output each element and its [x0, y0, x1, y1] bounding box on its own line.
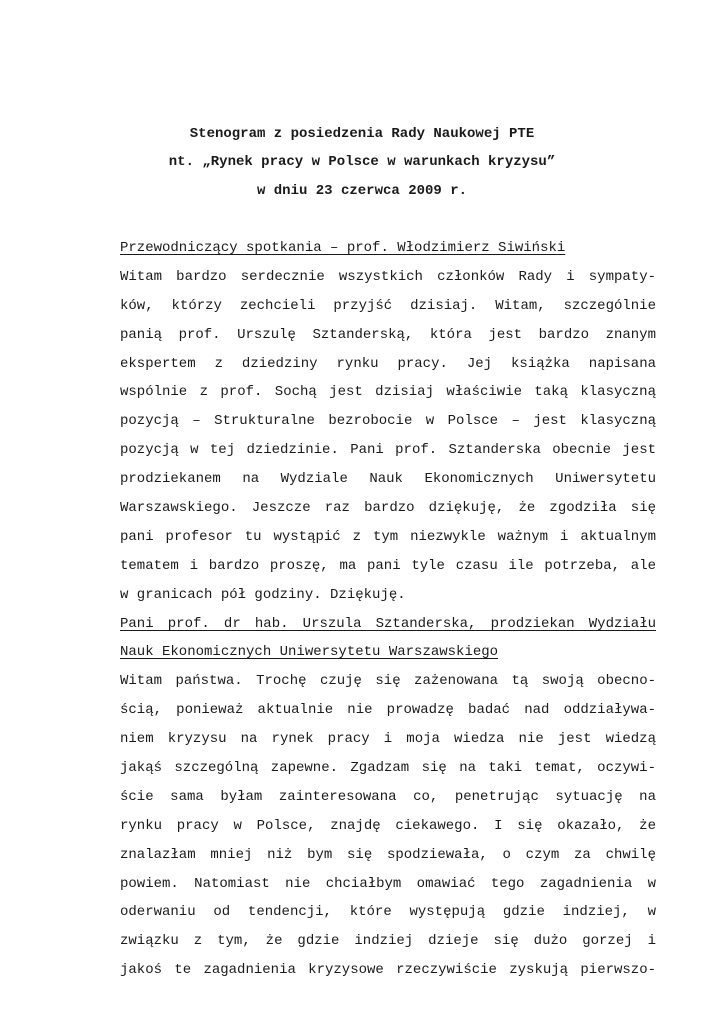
paragraph-line: Witam państwa. Trochę czuję się zażenowana tą swoją obecno- [120, 673, 656, 690]
paragraph-line: ekspertem z dziedziny rynku pracy. Jej książka napisana [120, 355, 656, 372]
paragraph-line: niem kryzysu na rynek pracy i moja wiedza nie jest wiedzą [120, 731, 656, 748]
paragraph-line: tematem i bardzo proszę, ma pani tyle czasu ile potrzeba, ale [120, 557, 656, 574]
paragraph-line: ków, którzy zechcieli przyjść dzisiaj. Witam, szczególnie [120, 297, 656, 314]
document-subtitle: nt. „Rynek pracy w Polsce w warunkach kryzysu” [168, 154, 556, 170]
paragraph-line: oderwaniu od tendencji, które występują gdzie indziej, w [120, 904, 656, 921]
paragraph-line: Warszawskiego. Jeszcze raz bardzo dziękuję, że zgodziła się [120, 500, 656, 517]
paragraph-line: pozycją w tej dziedzinie. Pani prof. Sztanderska obecnie jest [120, 442, 656, 459]
transcript-body [120, 234, 656, 985]
paragraph-line: prodziekanem na Wydziale Nauk Ekonomicznych Uniwersytetu [120, 471, 656, 488]
speaker-heading-sztanderska: Pani prof. dr hab. Urszula Sztanderska, prodziekan Wydziału [120, 615, 656, 632]
paragraph-line: jakąś szczególną zapewne. Zgadzam się na taki temat, oczywi- [120, 760, 656, 777]
paragraph-line: znalazłam mniej niż bym się spodziewała, o czym za chwilę [120, 846, 656, 863]
paragraph-line: wspólnie z prof. Sochą jest dzisiaj właściwie taką klasyczną [120, 384, 656, 401]
document-title: Stenogram z posiedzenia Rady Naukowej PTE [189, 126, 535, 142]
paragraph-line: w granicach pół godziny. Dziękuję. [120, 586, 406, 603]
paragraph-line: pozycją – Strukturalne bezrobocie w Polsce – jest klasyczną [120, 413, 656, 430]
paragraph-line: pani profesor tu wystąpić z tym niezwykle ważnym i aktualnym [120, 528, 656, 545]
paragraph-line: panią prof. Urszulę Sztanderską, która jest bardzo znanym [120, 326, 656, 343]
paragraph-line: rynku pracy w Polsce, znajdę ciekawego. I się okazało, że [120, 817, 656, 834]
speaker-heading-sztanderska-cont: Nauk Ekonomicznych Uniwersytetu Warszawskiego [120, 644, 499, 661]
paragraph-line: powiem. Natomiast nie chciałbym omawiać tego zagadnienia w [120, 875, 656, 892]
document-date: w dniu 23 czerwca 2009 r. [256, 183, 468, 199]
paragraph-line: ścią, ponieważ aktualnie nie prowadzę badać nad oddziaływa- [120, 702, 656, 719]
paragraph-line: Witam bardzo serdecznie wszystkich członków Rady i sympaty- [120, 268, 656, 285]
paragraph-line: ście sama byłam zainteresowana co, penetrując sytuację na [120, 788, 656, 805]
paragraph-line: związku z tym, że gdzie indziej dzieje się dużo gorzej i [120, 933, 656, 950]
paragraph-line: jakoś te zagadnienia kryzysowe rzeczywiście zyskują pierwszo- [120, 962, 656, 979]
speaker-heading-chairman: Przewodniczący spotkania – prof. Włodzimierz Siwiński [120, 240, 566, 256]
